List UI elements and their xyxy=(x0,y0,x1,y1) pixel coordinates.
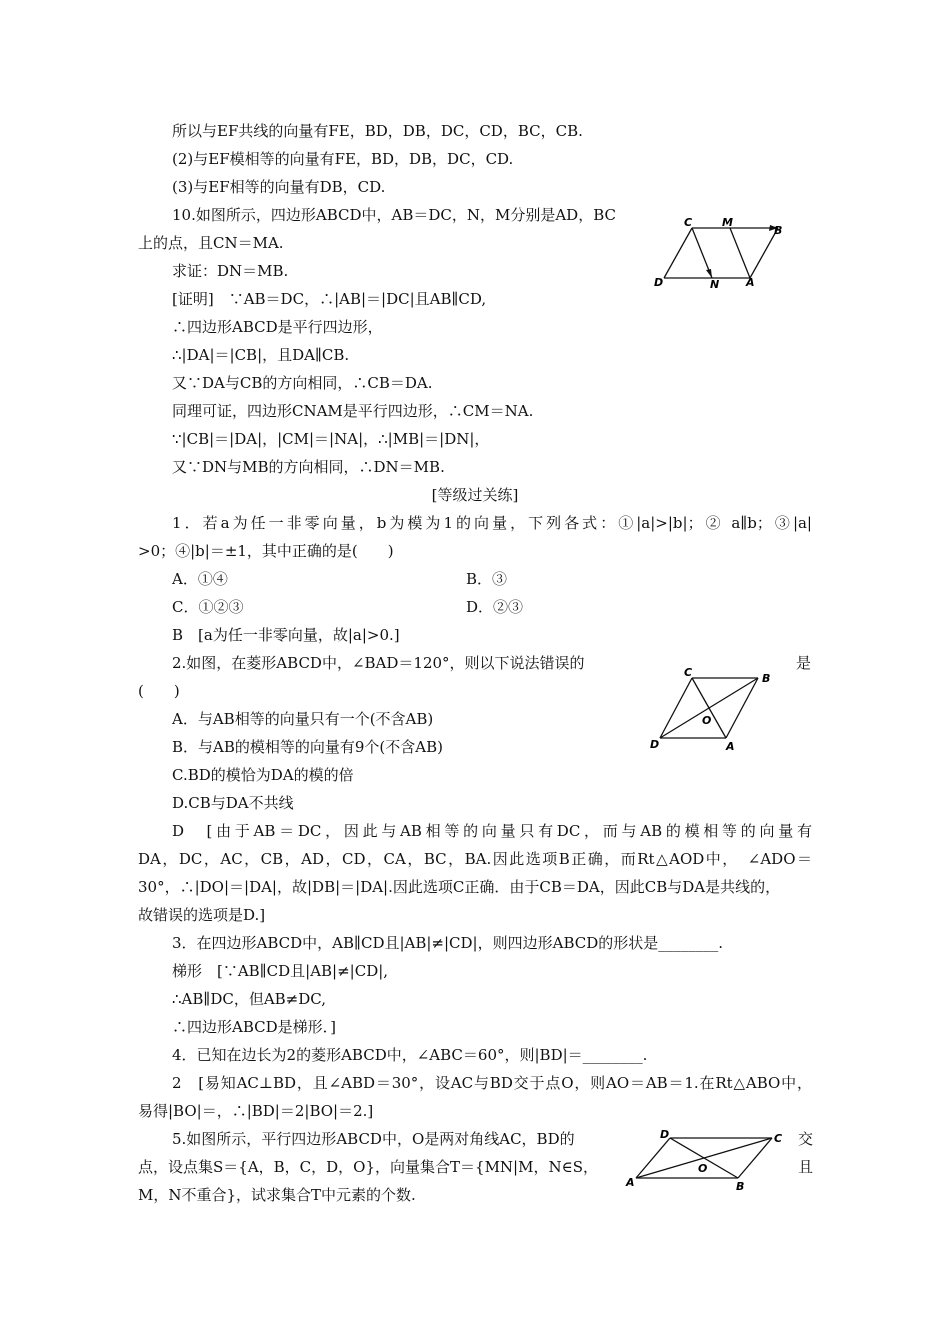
proof-line: 同理可证，四边形CNAM是平行四边形，∴CM＝NA. xyxy=(172,402,534,420)
proof-line: ∴四边形ABCD是平行四边形， xyxy=(172,318,383,336)
question-1-stem: >0；④|b|＝±1，其中正确的是( ) xyxy=(138,542,394,560)
answer-4: 易得|BO|＝，∴|BD|＝2|BO|＝2.] xyxy=(138,1102,374,1120)
answer-4: 2 [易知AC⊥BD，且∠ABD＝30°，设AC与BD交于点O，则AO＝AB＝1.在Rt△ABO中， xyxy=(172,1074,812,1092)
answer-2: DA，DC，AC，CB，AD，CD，CA，BC，BA.因此选项B正确，而Rt△AOD中， ∠ADO＝ xyxy=(138,850,812,868)
proof-line: ∴|DA|＝|CB|，且DA∥CB. xyxy=(172,346,350,364)
section-title: [等级过关练] xyxy=(431,486,519,504)
question-2-stem: 2.如图，在菱形ABCD中，∠BAD＝120°，则以下说法错误的 xyxy=(172,654,585,672)
answer-2: 故错误的选项是D.] xyxy=(138,906,266,924)
question-5-stem-end: 交 xyxy=(798,1130,814,1148)
answer-3: ∴四边形ABCD是梯形．] xyxy=(172,1018,336,1036)
fig-label: D xyxy=(654,276,664,289)
fig-label: M xyxy=(722,216,733,229)
question-5-stem-end: 且 xyxy=(798,1158,814,1176)
answer-3: ∴AB∥DC，但AB≠DC, xyxy=(172,990,326,1008)
fig-label: D xyxy=(660,1128,670,1141)
fig-label: N xyxy=(710,278,720,291)
fig-label: B xyxy=(736,1180,745,1192)
answer-2: D [由于AB＝DC，因此与AB相等的向量只有DC，而与AB的模相等的向量有 xyxy=(172,822,812,840)
fig-label: A xyxy=(626,1176,635,1189)
question-3-stem: 3．在四边形ABCD中，AB∥CD且|AB|≠|CD|，则四边形ABCD的形状是________. xyxy=(172,934,724,952)
answer-1: B [a为任一非零向量，故|a|>0.] xyxy=(172,626,400,644)
question-10-stem: 上的点，且CN＝MA. xyxy=(138,234,284,252)
proof-line: [证明] ∵AB＝DC，∴|AB|＝|DC|且AB∥CD, xyxy=(172,290,487,308)
fig-label: A xyxy=(746,276,755,289)
option-b: B．③ xyxy=(466,570,508,588)
fig-label: A xyxy=(726,740,735,753)
option-c: C.BD的模恰为DA的模的倍 xyxy=(172,766,354,784)
question-4-stem: 4．已知在边长为2的菱形ABCD中，∠ABC＝60°，则|BD|＝________. xyxy=(172,1046,648,1064)
fig-label: C xyxy=(684,216,693,229)
question-5-stem: 5.如图所示，平行四边形ABCD中，O是两对角线AC，BD的 xyxy=(172,1130,575,1148)
question-5-stem: 点，设点集S＝{A，B，C，D，O}，向量集合T＝{MN|M，N∈S， xyxy=(138,1158,598,1176)
figure-q5-parallelogram xyxy=(622,1126,792,1192)
question-2-paren: ( ) xyxy=(138,682,180,700)
proof-line: 又∵DN与MB的方向相同，∴DN＝MB. xyxy=(172,458,445,476)
fig-label: O xyxy=(702,714,712,727)
option-a: A．①④ xyxy=(172,570,228,588)
text-line: (2)与EF模相等的向量有FE，BD，DB，DC，CD. xyxy=(172,150,514,168)
fig-label: B xyxy=(774,224,783,237)
answer-3: 梯形 [∵AB∥CD且|AB|≠|CD|, xyxy=(172,962,389,980)
text-line: 所以与EF共线的向量有FE，BD，DB，DC，CD，BC，CB. xyxy=(172,122,583,140)
fig-label: B xyxy=(762,672,771,685)
option-d: D．②③ xyxy=(466,598,524,616)
figure-q2-rhombus xyxy=(646,664,782,754)
option-b: B．与AB的模相等的向量有9个(不含AB) xyxy=(172,738,443,756)
text-line: (3)与EF相等的向量有DB，CD. xyxy=(172,178,386,196)
proof-line: 又∵DA与CB的方向相同，∴CB＝DA. xyxy=(172,374,433,392)
option-a: A．与AB相等的向量只有一个(不含AB) xyxy=(172,710,434,728)
question-5-stem: M，N不重合}，试求集合T中元素的个数. xyxy=(138,1186,416,1204)
fig-label: O xyxy=(698,1162,708,1175)
fig-label: D xyxy=(650,738,660,751)
proof-line: ∵|CB|＝|DA|，|CM|＝|NA|，∴|MB|＝|DN|， xyxy=(172,430,490,448)
option-c: C．①②③ xyxy=(172,598,244,616)
option-d: D.CB与DA不共线 xyxy=(172,794,294,812)
question-2-stem-end: 是 xyxy=(796,654,812,672)
question-10-goal: 求证：DN＝MB. xyxy=(172,262,289,280)
figure-q10-parallelogram xyxy=(650,214,790,292)
fig-label: C xyxy=(684,666,693,679)
question-1-stem: 1．若a为任一非零向量，b为模为1的向量，下列各式：①|a|>|b|；② a∥b；③|a| xyxy=(172,514,812,532)
answer-2: 30°，∴|DO|＝|DA|，故|DB|＝|DA|.因此选项C正确．由于CB＝DA，因此CB与DA是共线的， xyxy=(138,878,781,896)
question-10-stem: 10.如图所示，四边形ABCD中，AB＝DC，N，M分别是AD，BC xyxy=(172,206,616,224)
fig-label: C xyxy=(774,1132,783,1145)
